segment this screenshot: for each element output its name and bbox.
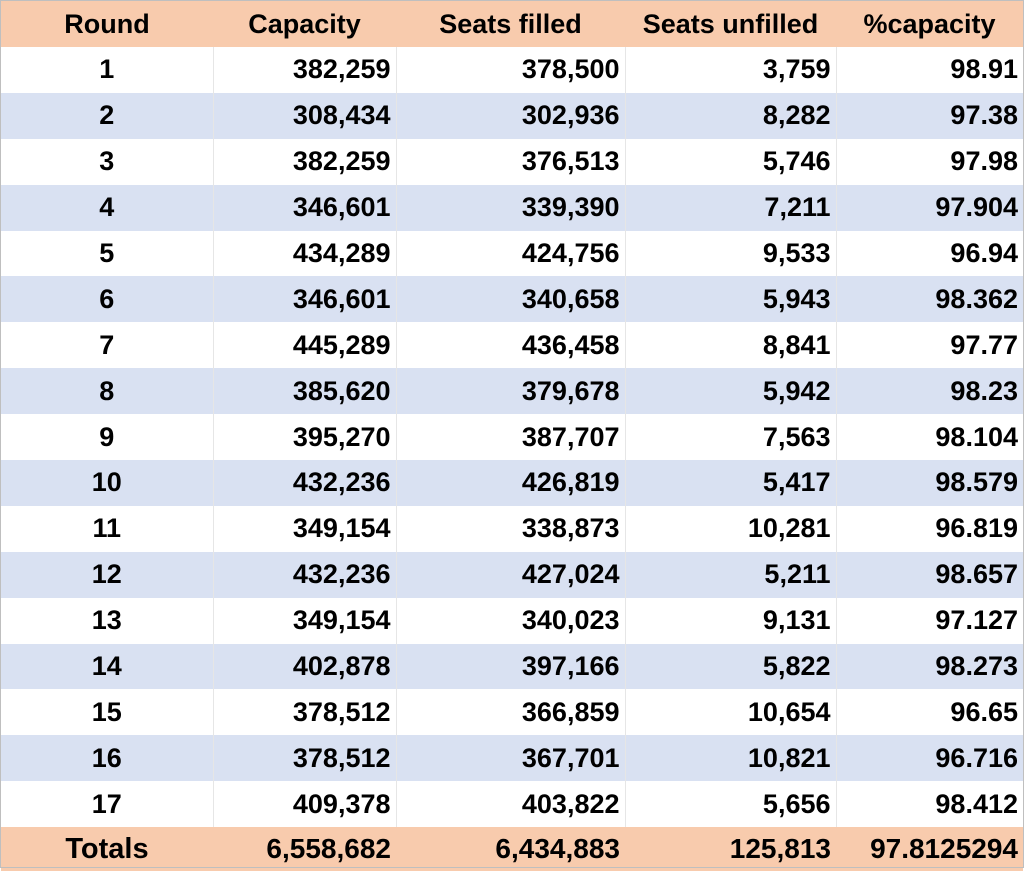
- capacity-table: [1, 1, 1023, 871]
- cell-capacity[interactable]: 382,259: [213, 47, 396, 93]
- cell-percent-capacity[interactable]: 96.65: [836, 689, 1023, 735]
- table-row: [1, 47, 1023, 93]
- column-header-seats-filled[interactable]: Seats filled: [396, 1, 625, 47]
- cell-seats-unfilled[interactable]: 5,417: [625, 460, 836, 506]
- cell-percent-capacity[interactable]: 98.412: [836, 781, 1023, 827]
- cell-round[interactable]: 5: [1, 231, 213, 277]
- cell-percent-capacity[interactable]: 97.38: [836, 93, 1023, 139]
- table-row: [1, 93, 1023, 139]
- cell-percent-capacity[interactable]: 98.91: [836, 47, 1023, 93]
- column-header-round[interactable]: Round: [1, 1, 213, 47]
- cell-seats-filled[interactable]: 387,707: [396, 414, 625, 460]
- table-row: [1, 552, 1023, 598]
- table-row: [1, 735, 1023, 781]
- cell-percent-capacity[interactable]: 98.273: [836, 644, 1023, 690]
- cell-capacity[interactable]: 432,236: [213, 552, 396, 598]
- cell-percent-capacity[interactable]: 97.77: [836, 322, 1023, 368]
- table-row: [1, 460, 1023, 506]
- cell-seats-filled[interactable]: 340,658: [396, 276, 625, 322]
- cell-seats-unfilled[interactable]: 5,211: [625, 552, 836, 598]
- cell-round[interactable]: 7: [1, 322, 213, 368]
- cell-round[interactable]: 4: [1, 185, 213, 231]
- header-row: [1, 1, 1023, 47]
- table-row: [1, 781, 1023, 827]
- cell-seats-filled[interactable]: 339,390: [396, 185, 625, 231]
- cell-seats-unfilled[interactable]: 9,533: [625, 231, 836, 277]
- cell-capacity[interactable]: 349,154: [213, 506, 396, 552]
- table-row: [1, 231, 1023, 277]
- cell-capacity[interactable]: 402,878: [213, 644, 396, 690]
- cell-capacity[interactable]: 308,434: [213, 93, 396, 139]
- cell-seats-filled[interactable]: 379,678: [396, 368, 625, 414]
- cell-capacity[interactable]: 445,289: [213, 322, 396, 368]
- cell-round[interactable]: 8: [1, 368, 213, 414]
- cell-seats-filled[interactable]: 378,500: [396, 47, 625, 93]
- cell-round[interactable]: 10: [1, 460, 213, 506]
- totals-seats-filled: 6,434,883: [396, 827, 625, 871]
- cell-percent-capacity[interactable]: 98.104: [836, 414, 1023, 460]
- column-header-percent-capacity[interactable]: %capacity: [836, 1, 1023, 47]
- table-header: [1, 1, 1023, 47]
- cell-round[interactable]: 11: [1, 506, 213, 552]
- totals-label: Totals: [1, 827, 213, 871]
- table-row: [1, 276, 1023, 322]
- cell-seats-filled[interactable]: 340,023: [396, 598, 625, 644]
- cell-round[interactable]: 6: [1, 276, 213, 322]
- cell-percent-capacity[interactable]: 97.98: [836, 139, 1023, 185]
- cell-seats-filled[interactable]: 427,024: [396, 552, 625, 598]
- cell-round[interactable]: 16: [1, 735, 213, 781]
- cell-round[interactable]: 3: [1, 139, 213, 185]
- cell-seats-unfilled[interactable]: 5,822: [625, 644, 836, 690]
- cell-capacity[interactable]: 378,512: [213, 735, 396, 781]
- cell-round[interactable]: 2: [1, 93, 213, 139]
- cell-seats-unfilled[interactable]: 5,943: [625, 276, 836, 322]
- cell-seats-filled[interactable]: 424,756: [396, 231, 625, 277]
- cell-seats-unfilled[interactable]: 5,942: [625, 368, 836, 414]
- cell-capacity[interactable]: 378,512: [213, 689, 396, 735]
- cell-seats-filled[interactable]: 338,873: [396, 506, 625, 552]
- cell-capacity[interactable]: 349,154: [213, 598, 396, 644]
- table-footer: [1, 827, 1023, 871]
- cell-round[interactable]: 1: [1, 47, 213, 93]
- cell-seats-filled[interactable]: 426,819: [396, 460, 625, 506]
- cell-percent-capacity[interactable]: 98.579: [836, 460, 1023, 506]
- cell-round[interactable]: 9: [1, 414, 213, 460]
- cell-seats-filled[interactable]: 403,822: [396, 781, 625, 827]
- cell-seats-unfilled[interactable]: 5,746: [625, 139, 836, 185]
- table-row: [1, 139, 1023, 185]
- cell-capacity[interactable]: 385,620: [213, 368, 396, 414]
- cell-round[interactable]: 13: [1, 598, 213, 644]
- table-row: [1, 414, 1023, 460]
- cell-capacity[interactable]: 346,601: [213, 185, 396, 231]
- cell-percent-capacity[interactable]: 98.362: [836, 276, 1023, 322]
- cell-seats-unfilled[interactable]: 9,131: [625, 598, 836, 644]
- totals-seats-unfilled: 125,813: [625, 827, 836, 871]
- cell-seats-unfilled[interactable]: 8,841: [625, 322, 836, 368]
- cell-capacity[interactable]: 432,236: [213, 460, 396, 506]
- cell-percent-capacity[interactable]: 96.94: [836, 231, 1023, 277]
- cell-seats-unfilled[interactable]: 3,759: [625, 47, 836, 93]
- cell-seats-unfilled[interactable]: 10,281: [625, 506, 836, 552]
- cell-seats-filled[interactable]: 397,166: [396, 644, 625, 690]
- cell-percent-capacity[interactable]: 96.819: [836, 506, 1023, 552]
- cell-seats-unfilled[interactable]: 10,654: [625, 689, 836, 735]
- cell-percent-capacity[interactable]: 98.23: [836, 368, 1023, 414]
- cell-percent-capacity[interactable]: 97.127: [836, 598, 1023, 644]
- cell-seats-unfilled[interactable]: 10,821: [625, 735, 836, 781]
- table-row: [1, 185, 1023, 231]
- totals-percent-capacity: 97.8125294: [836, 827, 1023, 871]
- totals-capacity: 6,558,682: [213, 827, 396, 871]
- table-row: [1, 598, 1023, 644]
- table-row: [1, 644, 1023, 690]
- cell-capacity[interactable]: 409,378: [213, 781, 396, 827]
- column-header-seats-unfilled[interactable]: Seats unfilled: [625, 1, 836, 47]
- cell-seats-filled[interactable]: 367,701: [396, 735, 625, 781]
- cell-seats-unfilled[interactable]: 7,211: [625, 185, 836, 231]
- cell-round[interactable]: 14: [1, 644, 213, 690]
- totals-row: [1, 827, 1023, 871]
- cell-seats-unfilled[interactable]: 5,656: [625, 781, 836, 827]
- cell-percent-capacity[interactable]: 98.657: [836, 552, 1023, 598]
- cell-capacity[interactable]: 395,270: [213, 414, 396, 460]
- cell-round[interactable]: 17: [1, 781, 213, 827]
- cell-round[interactable]: 15: [1, 689, 213, 735]
- table-body: [1, 47, 1023, 827]
- cell-seats-unfilled[interactable]: 8,282: [625, 93, 836, 139]
- cell-seats-filled[interactable]: 376,513: [396, 139, 625, 185]
- table-row: [1, 368, 1023, 414]
- cell-seats-filled[interactable]: 302,936: [396, 93, 625, 139]
- cell-percent-capacity[interactable]: 97.904: [836, 185, 1023, 231]
- cell-percent-capacity[interactable]: 96.716: [836, 735, 1023, 781]
- cell-capacity[interactable]: 434,289: [213, 231, 396, 277]
- table-row: [1, 506, 1023, 552]
- cell-seats-filled[interactable]: 366,859: [396, 689, 625, 735]
- table-row: [1, 689, 1023, 735]
- cell-capacity[interactable]: 346,601: [213, 276, 396, 322]
- cell-seats-filled[interactable]: 436,458: [396, 322, 625, 368]
- cell-round[interactable]: 12: [1, 552, 213, 598]
- cell-capacity[interactable]: 382,259: [213, 139, 396, 185]
- column-header-capacity[interactable]: Capacity: [213, 1, 396, 47]
- cell-seats-unfilled[interactable]: 7,563: [625, 414, 836, 460]
- table-row: [1, 322, 1023, 368]
